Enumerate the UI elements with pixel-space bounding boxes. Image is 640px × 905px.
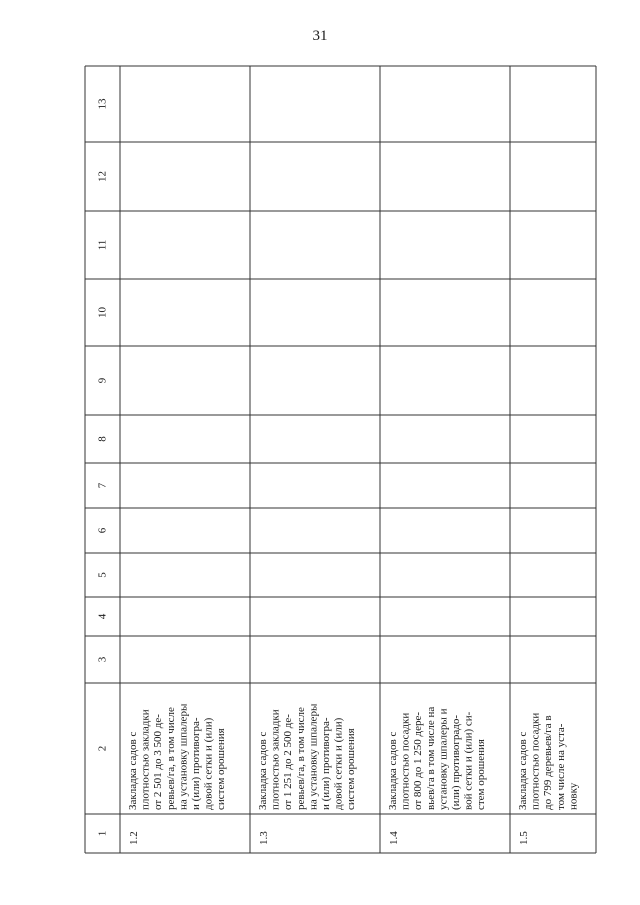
table-row bbox=[517, 713, 579, 845]
header-cell: 13 bbox=[96, 98, 109, 110]
row-description-line: от 800 до 1 250 дере- bbox=[412, 711, 425, 810]
row-description-line: Закладка садов с bbox=[127, 731, 139, 810]
row-description-line: систем орошения bbox=[345, 728, 358, 810]
header-cell: 9 bbox=[96, 377, 109, 384]
header-cell: 5 bbox=[96, 572, 109, 578]
header-cell: 7 bbox=[96, 482, 109, 489]
row-description-line: от 2 501 до 3 500 де- bbox=[152, 714, 165, 810]
table-row bbox=[127, 703, 227, 845]
row-description-line: довой сетки и (или) bbox=[202, 717, 215, 810]
header-cell: 3 bbox=[96, 656, 109, 663]
header-cell: 10 bbox=[96, 307, 109, 318]
header-cell: 11 bbox=[96, 239, 109, 251]
row-description-line: от 1 251 до 2 500 де- bbox=[282, 714, 295, 810]
header-cell: 8 bbox=[96, 436, 109, 442]
row-description-line: и (или) противогра- bbox=[320, 717, 332, 810]
row-description-line: (или) противоградо- bbox=[450, 714, 462, 810]
row-description-line: ревьев/га, в том числе bbox=[294, 707, 307, 810]
header-cell: 6 bbox=[96, 527, 109, 534]
row-description-line: систем орошения bbox=[215, 728, 228, 810]
row-description-line: плотностью посадки bbox=[529, 712, 542, 810]
row-description-line: Закладка садов с bbox=[517, 731, 529, 810]
row-description-line: вьев/га в том числе на bbox=[424, 706, 437, 810]
table-header bbox=[97, 98, 109, 836]
row-description-line: Закладка садов с bbox=[257, 731, 269, 810]
row-description-line: стем орошения bbox=[475, 739, 488, 810]
row-description-line: плотностью закладки bbox=[269, 709, 282, 810]
row-description-line: Закладка садов с bbox=[387, 731, 399, 810]
row-description-line: плотностью посадки bbox=[399, 712, 412, 810]
header-cell: 12 bbox=[96, 171, 109, 182]
header-cell: 2 bbox=[96, 745, 109, 752]
row-description-line: установку шпалеры и bbox=[437, 708, 450, 810]
header-cell: 1 bbox=[96, 830, 109, 837]
row-number: 1.3 bbox=[258, 831, 270, 845]
row-description-line: на установку шпалеры bbox=[307, 703, 320, 810]
table-row bbox=[387, 707, 487, 845]
row-number: 1.5 bbox=[518, 831, 530, 845]
row-number: 1.4 bbox=[388, 831, 400, 845]
header-cell: 4 bbox=[96, 613, 109, 620]
row-description-line: том числе на уста- bbox=[554, 723, 567, 810]
row-description-line: ревьев/га, в том числе bbox=[164, 707, 177, 810]
row-description-line: и (или) противогра- bbox=[190, 717, 202, 810]
row-description-line: на установку шпалеры bbox=[177, 703, 190, 810]
row-description-line: до 799 деревьев/га в bbox=[542, 715, 555, 810]
row-description-line: новку bbox=[567, 782, 580, 810]
page-number: 31 bbox=[312, 28, 328, 44]
row-number: 1.2 bbox=[128, 831, 140, 845]
table-row bbox=[257, 703, 357, 845]
row-description-line: вой сетки и (или) си- bbox=[462, 711, 475, 810]
row-description-line: довой сетки и (или) bbox=[332, 717, 345, 810]
row-description-line: плотностью закладки bbox=[139, 709, 152, 810]
